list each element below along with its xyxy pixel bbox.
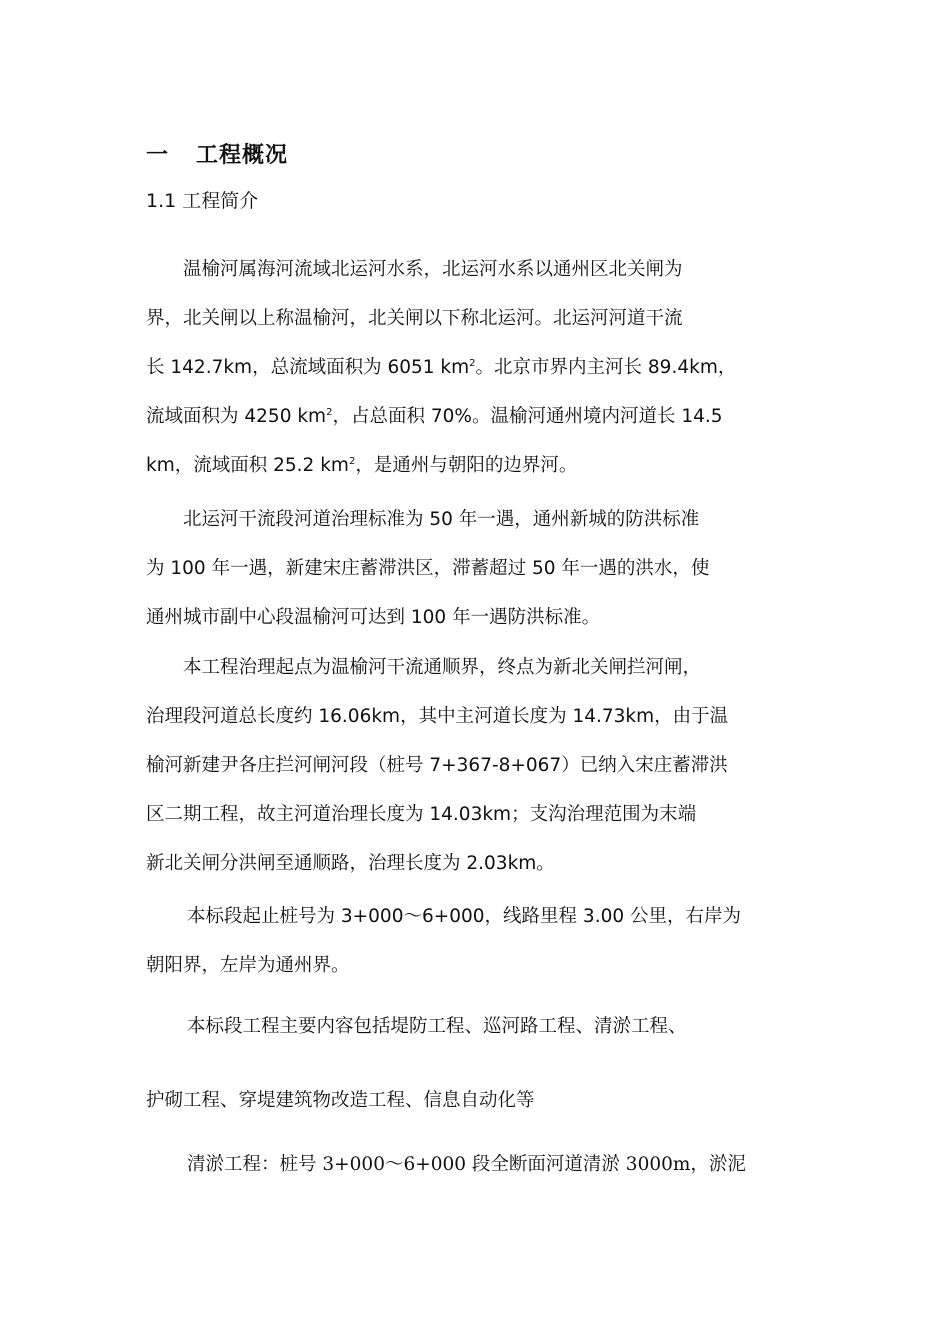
text-line: 长 142.7km，总流域面积为 6051 $km^2$。北京市界内主河长 89.4km， xyxy=(146,357,737,378)
paragraph-flood-standard xyxy=(146,495,810,642)
section-title: 工程概况 xyxy=(196,143,289,168)
text-line: 区二期工程，故主河道治理长度为 14.03km；支沟治理范围为末端 xyxy=(146,804,697,825)
text-line: 治理段河道总长度约 16.06km，其中主河道长度为 14.73km，由于温 xyxy=(146,706,729,727)
superscript: 2 xyxy=(348,456,356,467)
text-line: km，流域面积 25.2 $km^2$，是通州与朝阳的边界河。 xyxy=(146,455,578,476)
superscript: 2 xyxy=(326,407,333,418)
text-line: 榆河新建尹各庄拦河闸河段（桩号 7+367-8+067）已纳入宋庄蓄滞洪 xyxy=(146,755,728,776)
text-line: 护砌工程、穿堤建筑物改造工程、信息自动化等 xyxy=(146,1090,535,1111)
text-line: 流域面积为 4250 $km^2$，占总面积 70%。温榆河通州境内河道长 14.5 xyxy=(146,406,723,427)
text-line: 本标段工程主要内容包括堤防工程、巡河路工程、清淤工程、 xyxy=(187,1016,687,1037)
text-line: 北运河干流段河道治理标准为 50 年一遇，通州新城的防洪标准 xyxy=(183,509,700,530)
paragraph-section-range xyxy=(146,892,810,990)
subsection-heading: 1.1 工程简介 xyxy=(146,190,259,212)
superscript: 2 xyxy=(469,358,476,369)
paragraph-overview xyxy=(146,245,810,490)
text-line: 温榆河属海河流域北运河水系，北运河水系以通州区北关闸为 xyxy=(183,259,683,280)
section-heading xyxy=(146,138,288,169)
text-line: 为 100 年一遇，新建宋庄蓄滞洪区，滞蓄超过 50 年一遇的洪水，使 xyxy=(146,558,710,579)
paragraph-dredging xyxy=(146,1140,810,1189)
paragraph-main-content-cont xyxy=(146,1076,810,1125)
text-line: 本标段起止桩号为 3+000～6+000，线路里程 3.00 公里，右岸为 xyxy=(187,906,741,927)
text-line: 清淤工程：桩号 3+000～6+000 段全断面河道清淤 3000m，淤泥 xyxy=(187,1154,746,1175)
text-line: 通州城市副中心段温榆河可达到 100 年一遇防洪标准。 xyxy=(146,607,601,628)
section-number: 一 xyxy=(146,143,170,168)
text-line: 朝阳界，左岸为通州界。 xyxy=(146,955,350,976)
text-line: 本工程治理起点为温榆河干流通顺界，终点为新北关闸拦河闸， xyxy=(183,657,702,678)
paragraph-main-content xyxy=(146,1002,810,1051)
text-line: 界，北关闸以上称温榆河，北关闸以下称北运河。北运河河道干流 xyxy=(146,308,683,329)
text-line: 新北关闸分洪闸至通顺路，治理长度为 2.03km。 xyxy=(146,853,555,874)
paragraph-scope xyxy=(146,643,810,888)
